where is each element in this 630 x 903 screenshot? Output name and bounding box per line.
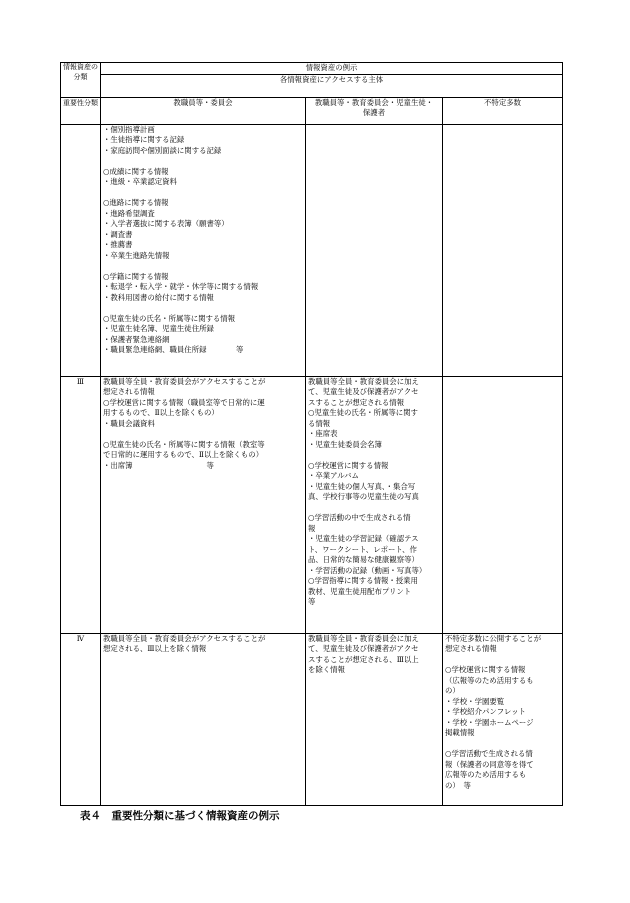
cell-line: ・推薦書	[103, 240, 133, 249]
header-public: 不特定多数	[484, 97, 521, 107]
cell-line: 報（保護者の同意等を得て	[445, 759, 534, 769]
cell-line: の） 等	[445, 780, 471, 790]
header-example-title: 情報資産の例示	[305, 63, 358, 72]
cell-line: 想定される、Ⅲ以上を除く情報	[103, 644, 207, 653]
cell-line	[103, 261, 303, 272]
table-row	[61, 124, 563, 376]
header-class-cell	[61, 63, 101, 98]
cell-line: ・児童生徒の個人写真、・集合写	[308, 481, 416, 491]
cell-line	[308, 450, 440, 461]
table-row	[61, 633, 563, 805]
cell-line: ○児童生徒の氏名・所属等に関す	[308, 408, 418, 417]
cell-line: ・児童生徒の学習記録（確認テス	[308, 534, 419, 543]
row-class-cell	[61, 124, 101, 376]
cell-line: ○学習指導に関する情報・授業用	[308, 576, 418, 585]
cell-line: ・生徒指導に関する記録	[103, 135, 185, 144]
cell-line: ・進級・卒業認定資料	[103, 177, 177, 186]
header-staff-cell	[101, 97, 306, 124]
row-public-cell	[443, 376, 563, 633]
row-class-cell	[61, 633, 101, 805]
header-public-cell	[443, 97, 563, 124]
cell-line: ○学籍に関する情報	[103, 271, 169, 281]
cell-line: 用するもので、Ⅱ以上を除くもの）	[103, 408, 219, 417]
cell-line: ・職員緊急連絡網、職員住所録 等	[103, 345, 244, 354]
header-staff: 教職員等・委員会	[173, 97, 233, 107]
cell-line: ・家庭訪問や個別面談に関する記録	[103, 145, 222, 155]
cell-line: 教材、児童生徒用配布プリント	[308, 586, 412, 596]
cell-line: ・卒業生進路先情報	[103, 250, 170, 260]
cell-line: スすることが想定される、Ⅲ以上	[308, 654, 419, 664]
cell-line: ・学校・学園要覧	[445, 696, 505, 706]
header-staff-students: 教職員等・教育委員会・児童生徒・保護者	[314, 97, 434, 117]
row-class-cell	[61, 376, 101, 633]
cell-line: ○成績に関する情報	[103, 166, 169, 176]
cell-line	[308, 503, 440, 514]
row-class-label: Ⅲ	[76, 376, 85, 386]
cell-line	[103, 156, 303, 167]
row-staff-cell	[101, 376, 306, 633]
header-subject-cell	[101, 74, 563, 97]
cell-line: 想定される情報	[445, 644, 497, 653]
row-public-cell	[443, 124, 563, 376]
cell-line	[103, 188, 303, 199]
cell-line: スすることが想定される情報	[308, 397, 405, 407]
row-staff-cell	[101, 633, 306, 805]
cell-line: ・調査書	[103, 229, 133, 239]
info-asset-table	[60, 62, 563, 806]
cell-line	[445, 655, 560, 666]
cell-line: 広報等のため活用するも	[445, 770, 527, 779]
cell-line: ・学校・学園ホームページ	[445, 717, 534, 727]
cell-line: 想定される情報	[103, 387, 155, 396]
cell-line: る情報	[308, 418, 331, 428]
cell-line: ○学校運営に関する情報	[308, 460, 389, 470]
cell-line: ・卒業アルバム	[308, 471, 359, 480]
cell-line	[103, 429, 303, 440]
cell-line: ○学校運営に関する情報	[445, 665, 526, 674]
row-class-label: Ⅳ	[76, 633, 85, 643]
cell-line: を除く情報	[308, 665, 345, 674]
cell-line: ・進路希望調査	[103, 208, 155, 218]
cell-line: の）	[445, 686, 460, 695]
cell-line: （広報等のため活用するも	[445, 675, 534, 685]
cell-line: ・出席簿 等	[103, 460, 214, 470]
cell-line: て、児童生徒及び保護者がアクセ	[308, 644, 419, 653]
row-staff-cell	[101, 124, 306, 376]
cell-line: ・職員会議資料	[103, 418, 155, 428]
cell-line: ○学習活動の中で生成される情	[308, 513, 411, 522]
row-staff-students-cell	[306, 633, 443, 805]
row-public-cell	[443, 633, 563, 805]
cell-line: ・個別指導計画	[103, 124, 155, 134]
header-subject-title: 各情報資産にアクセスする主体	[279, 74, 384, 84]
cell-line: 不特定多数に公開することが	[445, 633, 542, 643]
cell-line: 等	[308, 597, 316, 606]
header-example-cell	[101, 63, 563, 75]
cell-line: で日常的に運用するもので、Ⅱ以上を除くもの）	[103, 450, 264, 459]
cell-line: ・保護者緊急連絡網	[103, 334, 170, 344]
cell-line: 教職員等全員・教育委員会がアクセスすることが	[103, 376, 266, 386]
cell-line: 教職員等全員・教育委員会に加え	[308, 633, 419, 643]
cell-line: ○進路に関する情報	[103, 198, 169, 207]
cell-line: ・教科用図書の給付に関する情報	[103, 292, 214, 302]
header-staff-students-cell	[306, 97, 443, 124]
cell-line: ・児童生徒委員会名簿	[308, 439, 382, 449]
header-class: 情報資産の分類	[63, 63, 98, 81]
header-importance-cell	[61, 97, 101, 124]
cell-line: 報	[308, 523, 316, 533]
header-importance: 重要性分類	[63, 98, 98, 107]
cell-line: ・学校紹介パンフレット	[445, 707, 526, 716]
cell-line: ○児童生徒の氏名・所属等に関する情報（教室等	[103, 439, 265, 449]
cell-line: 真、学校行事等の児童生徒の写真	[308, 492, 419, 501]
cell-line: 掲載情報	[445, 728, 475, 737]
cell-line: 教職員等全員・教育委員会に加え	[308, 376, 419, 386]
table-row	[61, 376, 563, 633]
cell-line: ・転退学・転入学・就学・休学等に関する情報	[103, 282, 259, 291]
cell-line: ・児童生徒名簿、児童生徒住所録	[103, 324, 214, 333]
cell-line	[103, 303, 303, 314]
row-staff-students-cell	[306, 376, 443, 633]
cell-line: ○児童生徒の氏名・所属等に関する情報	[103, 313, 236, 323]
row-staff-students-cell	[306, 124, 443, 376]
cell-line: ・学習活動の記録（動画・写真等）	[308, 565, 427, 575]
cell-line	[445, 739, 560, 750]
cell-line: ○学校運営に関する情報（職員室等で日常的に運	[103, 397, 265, 407]
cell-line: ○学習活動で生成される情	[445, 749, 533, 758]
table-caption: 表４ 重要性分類に基づく情報資産の例示	[80, 810, 280, 822]
cell-line: て、児童生徒及び保護者がアクセ	[308, 387, 419, 396]
cell-line: ・座席表	[308, 429, 338, 438]
cell-line: ト、ワークシート、レポート、作	[308, 544, 417, 554]
cell-line: 教職員等全員・教育委員会がアクセスすることが	[103, 633, 266, 643]
cell-line: ・入学者選抜に関する表簿（願書等）	[103, 219, 229, 228]
cell-line: 品、日常的な簡易な健康観察等）	[308, 555, 419, 564]
